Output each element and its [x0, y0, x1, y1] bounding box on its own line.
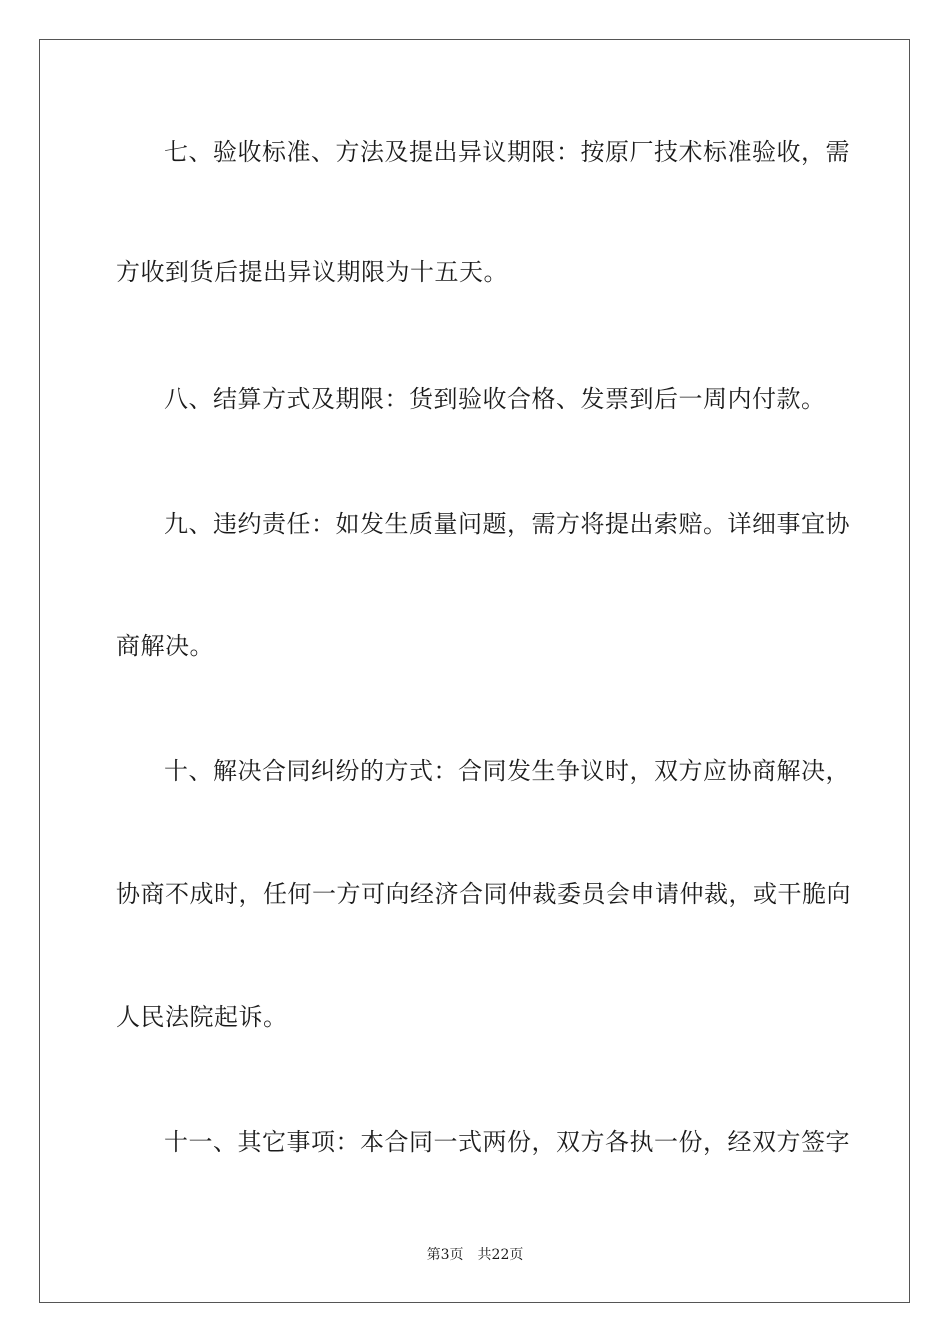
page-total: 共22页	[477, 1247, 524, 1263]
paragraph-11-line-1: 十一、其它事项：本合同一式两份，双方各执一份，经双方签字	[164, 1128, 850, 1156]
paragraph-10-line-1: 十、解决合同纠纷的方式：合同发生争议时，双方应协商解决，	[164, 757, 850, 785]
paragraph-7-line-2: 方收到货后提出异议期限为十五天。	[116, 258, 508, 286]
paragraph-10-line-3: 人民法院起诉。	[116, 1003, 288, 1031]
paragraph-9-line-1: 九、违约责任：如发生质量问题，需方将提出索赔。详细事宜协	[164, 510, 850, 538]
page-number: 第3页	[426, 1247, 464, 1263]
paragraph-7-line-1: 七、验收标准、方法及提出异议期限：按原厂技术标准验收，需	[164, 138, 850, 166]
page-footer	[0, 1246, 950, 1264]
paragraph-8-line-1: 八、结算方式及期限：货到验收合格、发票到后一周内付款。	[164, 385, 826, 413]
paragraph-9-line-2: 商解决。	[116, 632, 214, 660]
paragraph-10-line-2: 协商不成时，任何一方可向经济合同仲裁委员会申请仲裁，或干脆向	[116, 880, 851, 908]
page-border	[39, 39, 910, 1303]
